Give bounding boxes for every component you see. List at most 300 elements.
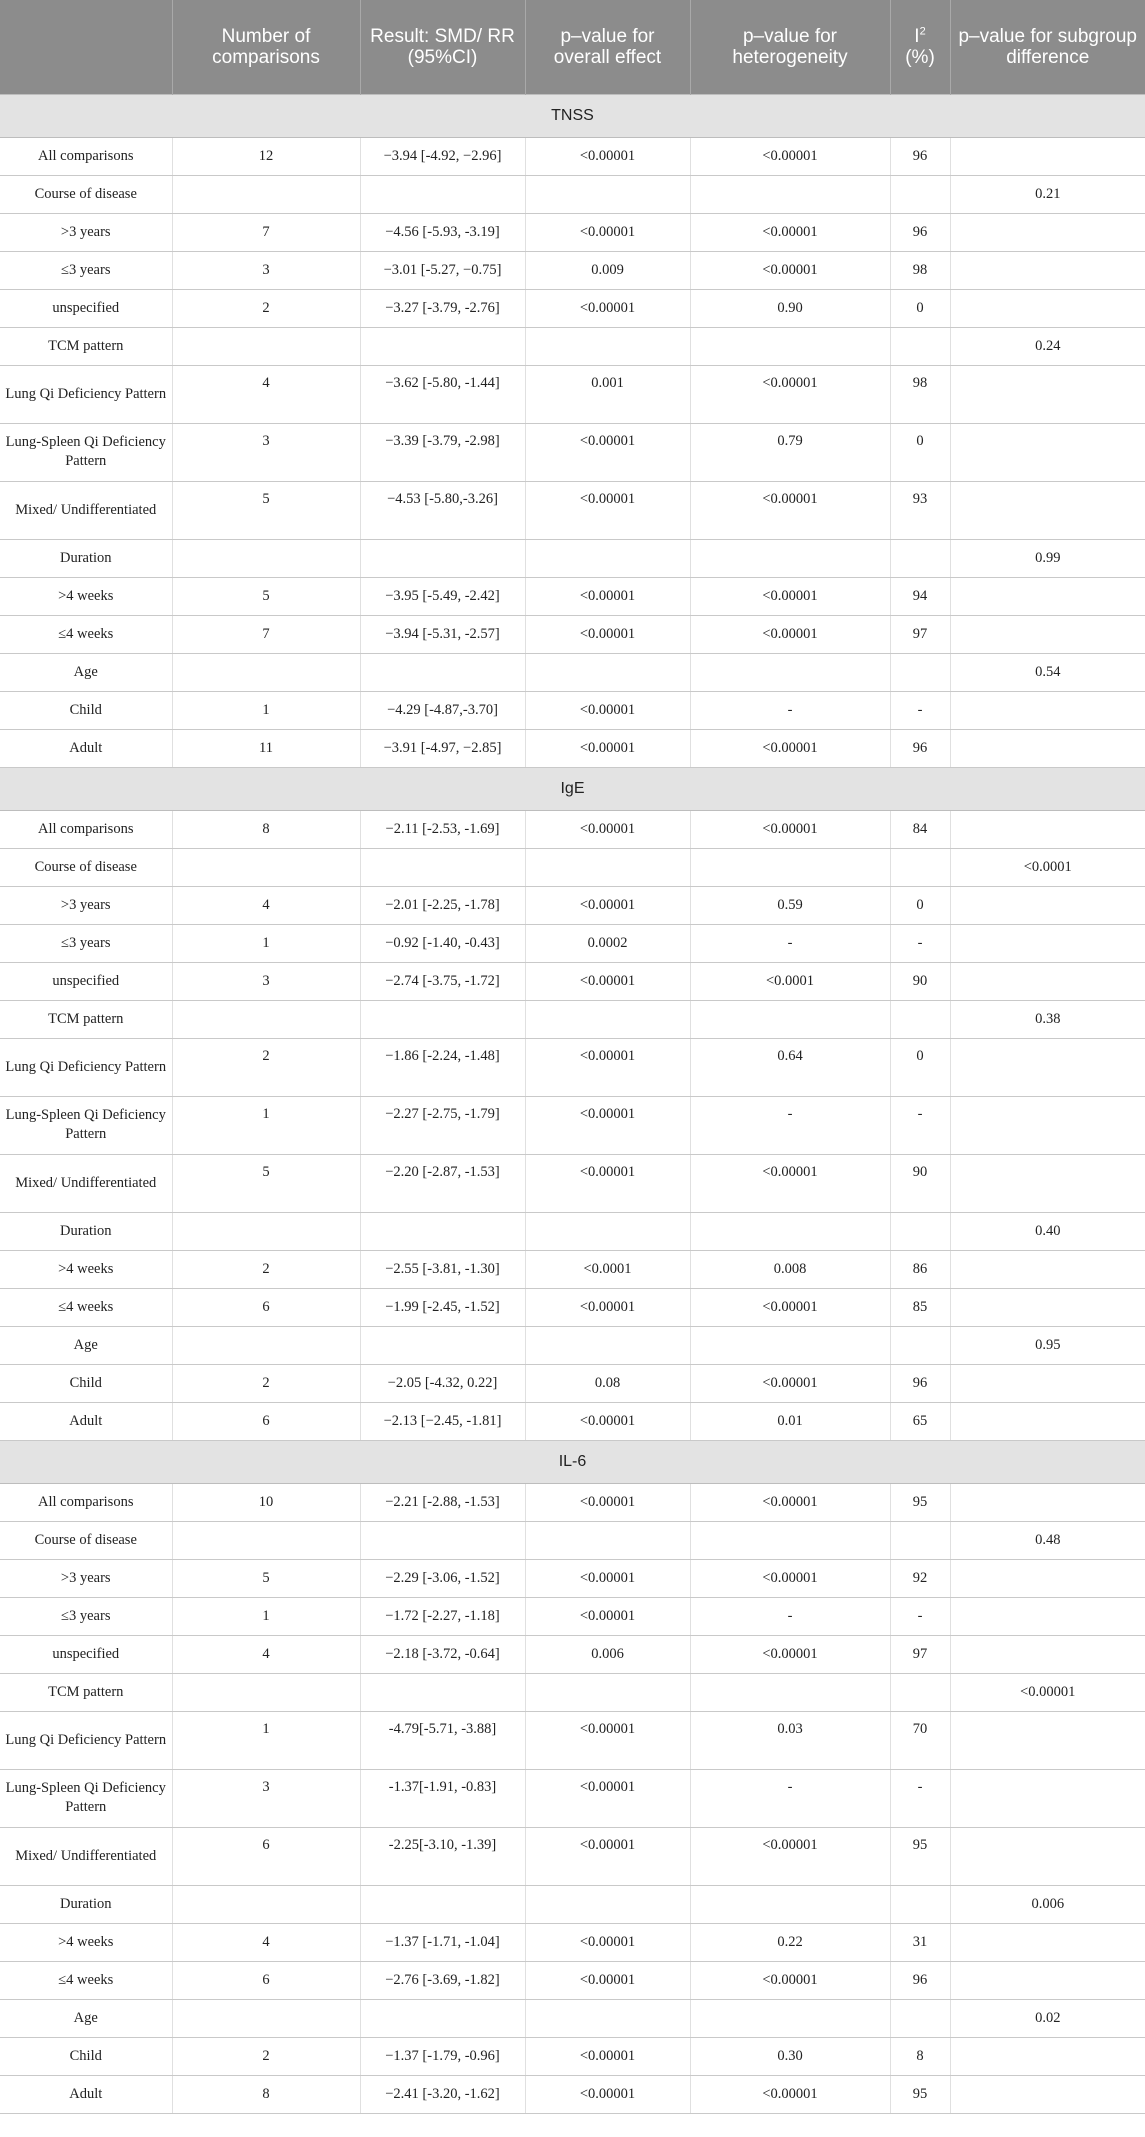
cell-p-heterogeneity: <0.00001 <box>690 251 890 289</box>
cell-subgroup: Age <box>0 653 172 691</box>
cell-i-squared: 65 <box>890 1402 950 1440</box>
cell-comparisons: 4 <box>172 1635 360 1673</box>
cell-p-subgroup <box>950 251 1145 289</box>
cell-p-heterogeneity: 0.01 <box>690 1402 890 1440</box>
cell-p-subgroup <box>950 213 1145 251</box>
table-row <box>0 1250 1145 1288</box>
cell-p-subgroup <box>950 1096 1145 1154</box>
cell-p-heterogeneity: <0.00001 <box>690 481 890 539</box>
cell-p-subgroup <box>950 365 1145 423</box>
cell-p-subgroup <box>950 1288 1145 1326</box>
cell-p-overall: <0.00001 <box>525 2037 690 2075</box>
cell-i-squared: 96 <box>890 137 950 175</box>
cell-p-overall: <0.00001 <box>525 423 690 481</box>
i-squared-symbol: I <box>914 25 920 47</box>
cell-subgroup: Course of disease <box>0 848 172 886</box>
cell-p-heterogeneity <box>690 1885 890 1923</box>
cell-result: −2.55 [-3.81, -1.30] <box>360 1250 525 1288</box>
table-row <box>0 1597 1145 1635</box>
cell-subgroup: Lung Qi Deficiency Pattern <box>0 1038 172 1096</box>
cell-i-squared: - <box>890 691 950 729</box>
cell-p-overall: <0.00001 <box>525 615 690 653</box>
cell-p-heterogeneity: 0.03 <box>690 1711 890 1769</box>
cell-comparisons: 1 <box>172 924 360 962</box>
cell-comparisons <box>172 539 360 577</box>
cell-result: −3.39 [-3.79, -2.98] <box>360 423 525 481</box>
cell-p-heterogeneity: 0.22 <box>690 1923 890 1961</box>
cell-result: −2.20 [-2.87, -1.53] <box>360 1154 525 1212</box>
cell-p-overall <box>525 1212 690 1250</box>
cell-subgroup: Lung-Spleen Qi Deficiency Pattern <box>0 1096 172 1154</box>
cell-subgroup: unspecified <box>0 1635 172 1673</box>
cell-i-squared: 98 <box>890 251 950 289</box>
cell-subgroup: Mixed/ Undifferentiated <box>0 481 172 539</box>
cell-p-subgroup <box>950 1402 1145 1440</box>
cell-p-heterogeneity: - <box>690 1597 890 1635</box>
cell-comparisons <box>172 1521 360 1559</box>
cell-result <box>360 175 525 213</box>
cell-comparisons <box>172 848 360 886</box>
cell-result <box>360 1885 525 1923</box>
cell-p-overall <box>525 848 690 886</box>
cell-p-overall: 0.006 <box>525 1635 690 1673</box>
cell-p-overall: <0.00001 <box>525 213 690 251</box>
cell-result: −2.29 [-3.06, -1.52] <box>360 1559 525 1597</box>
cell-subgroup: ≤3 years <box>0 1597 172 1635</box>
cell-i-squared: 96 <box>890 729 950 767</box>
cell-result: −1.37 [-1.79, -0.96] <box>360 2037 525 2075</box>
cell-p-heterogeneity: <0.00001 <box>690 213 890 251</box>
cell-p-heterogeneity: <0.00001 <box>690 1364 890 1402</box>
cell-p-overall: 0.0002 <box>525 924 690 962</box>
cell-subgroup: TCM pattern <box>0 1673 172 1711</box>
cell-p-overall <box>525 1521 690 1559</box>
table-row <box>0 1483 1145 1521</box>
cell-i-squared <box>890 848 950 886</box>
cell-subgroup: unspecified <box>0 962 172 1000</box>
table-row <box>0 1769 1145 1827</box>
cell-i-squared: 96 <box>890 213 950 251</box>
group-header-row <box>0 94 1145 137</box>
cell-result: -4.79[-5.71, -3.88] <box>360 1711 525 1769</box>
cell-p-overall: <0.00001 <box>525 289 690 327</box>
i-squared-superscript: 2 <box>919 25 926 38</box>
cell-p-overall <box>525 539 690 577</box>
cell-i-squared <box>890 1885 950 1923</box>
cell-subgroup: Lung Qi Deficiency Pattern <box>0 1711 172 1769</box>
cell-p-heterogeneity <box>690 1999 890 2037</box>
cell-p-subgroup <box>950 137 1145 175</box>
cell-subgroup: >4 weeks <box>0 1250 172 1288</box>
table-row <box>0 289 1145 327</box>
cell-comparisons: 7 <box>172 615 360 653</box>
table-row <box>0 1288 1145 1326</box>
cell-comparisons: 8 <box>172 2075 360 2113</box>
cell-comparisons: 1 <box>172 1711 360 1769</box>
table-row <box>0 1635 1145 1673</box>
cell-subgroup: Adult <box>0 729 172 767</box>
table-row <box>0 1000 1145 1038</box>
cell-subgroup: ≤4 weeks <box>0 1288 172 1326</box>
cell-i-squared: 92 <box>890 1559 950 1597</box>
table-row <box>0 1096 1145 1154</box>
table-row <box>0 691 1145 729</box>
cell-i-squared: - <box>890 1597 950 1635</box>
cell-subgroup: All comparisons <box>0 137 172 175</box>
cell-p-heterogeneity: <0.00001 <box>690 729 890 767</box>
cell-i-squared: 93 <box>890 481 950 539</box>
cell-result <box>360 1212 525 1250</box>
cell-p-overall: <0.00001 <box>525 1559 690 1597</box>
cell-p-overall <box>525 175 690 213</box>
cell-subgroup: Child <box>0 2037 172 2075</box>
table-row <box>0 886 1145 924</box>
cell-result: −2.21 [-2.88, -1.53] <box>360 1483 525 1521</box>
cell-p-overall: <0.00001 <box>525 810 690 848</box>
table-row <box>0 1827 1145 1885</box>
cell-comparisons: 2 <box>172 289 360 327</box>
cell-comparisons: 4 <box>172 1923 360 1961</box>
cell-p-heterogeneity: <0.00001 <box>690 365 890 423</box>
group-title: IgE <box>0 767 1145 810</box>
cell-p-heterogeneity: - <box>690 1096 890 1154</box>
cell-i-squared <box>890 1673 950 1711</box>
cell-i-squared: 8 <box>890 2037 950 2075</box>
cell-subgroup: Mixed/ Undifferentiated <box>0 1827 172 1885</box>
cell-p-overall: <0.00001 <box>525 729 690 767</box>
cell-p-subgroup <box>950 1364 1145 1402</box>
cell-i-squared: 97 <box>890 1635 950 1673</box>
cell-subgroup: Lung-Spleen Qi Deficiency Pattern <box>0 423 172 481</box>
cell-subgroup: TCM pattern <box>0 327 172 365</box>
cell-p-overall <box>525 1000 690 1038</box>
cell-subgroup: Adult <box>0 1402 172 1440</box>
table-row <box>0 615 1145 653</box>
header-p-overall-effect: p–value for overall effect <box>525 0 690 94</box>
table-row <box>0 213 1145 251</box>
cell-p-subgroup <box>950 481 1145 539</box>
cell-p-subgroup: 0.99 <box>950 539 1145 577</box>
cell-subgroup: unspecified <box>0 289 172 327</box>
cell-comparisons: 3 <box>172 251 360 289</box>
cell-comparisons: 6 <box>172 1288 360 1326</box>
cell-result: −3.62 [-5.80, -1.44] <box>360 365 525 423</box>
cell-subgroup: ≤3 years <box>0 924 172 962</box>
cell-result: −2.27 [-2.75, -1.79] <box>360 1096 525 1154</box>
cell-p-overall: <0.00001 <box>525 691 690 729</box>
cell-p-overall: 0.001 <box>525 365 690 423</box>
table-row <box>0 1711 1145 1769</box>
table-row <box>0 577 1145 615</box>
cell-p-overall: <0.00001 <box>525 1038 690 1096</box>
cell-comparisons: 2 <box>172 1364 360 1402</box>
cell-p-heterogeneity: <0.00001 <box>690 1827 890 1885</box>
table-row <box>0 481 1145 539</box>
cell-subgroup: Mixed/ Undifferentiated <box>0 1154 172 1212</box>
cell-p-subgroup: 0.38 <box>950 1000 1145 1038</box>
cell-subgroup: Age <box>0 1326 172 1364</box>
cell-p-overall <box>525 1885 690 1923</box>
table-row <box>0 1154 1145 1212</box>
cell-result <box>360 1326 525 1364</box>
cell-p-subgroup <box>950 962 1145 1000</box>
cell-p-heterogeneity <box>690 1212 890 1250</box>
cell-comparisons: 3 <box>172 1769 360 1827</box>
table-row <box>0 653 1145 691</box>
table-row <box>0 924 1145 962</box>
cell-p-overall <box>525 1326 690 1364</box>
cell-result: −2.18 [-3.72, -0.64] <box>360 1635 525 1673</box>
cell-i-squared: 97 <box>890 615 950 653</box>
cell-p-subgroup <box>950 1635 1145 1673</box>
cell-i-squared <box>890 1000 950 1038</box>
cell-result: −3.27 [-3.79, -2.76] <box>360 289 525 327</box>
cell-comparisons: 4 <box>172 365 360 423</box>
cell-result: −4.53 [-5.80,-3.26] <box>360 481 525 539</box>
cell-result <box>360 539 525 577</box>
cell-subgroup: ≤4 weeks <box>0 1961 172 1999</box>
cell-comparisons <box>172 1326 360 1364</box>
cell-p-subgroup: 0.24 <box>950 327 1145 365</box>
cell-p-heterogeneity <box>690 175 890 213</box>
cell-p-heterogeneity: <0.0001 <box>690 962 890 1000</box>
table-row <box>0 729 1145 767</box>
cell-comparisons: 5 <box>172 577 360 615</box>
table-row <box>0 1885 1145 1923</box>
table-row <box>0 848 1145 886</box>
cell-i-squared: 84 <box>890 810 950 848</box>
cell-comparisons: 6 <box>172 1402 360 1440</box>
table-row <box>0 539 1145 577</box>
cell-i-squared <box>890 175 950 213</box>
cell-subgroup: >4 weeks <box>0 577 172 615</box>
cell-comparisons: 5 <box>172 481 360 539</box>
cell-subgroup: Age <box>0 1999 172 2037</box>
cell-comparisons: 3 <box>172 423 360 481</box>
cell-result: −4.29 [-4.87,-3.70] <box>360 691 525 729</box>
table-row <box>0 1038 1145 1096</box>
cell-i-squared <box>890 1212 950 1250</box>
group-title: IL-6 <box>0 1440 1145 1483</box>
cell-result <box>360 327 525 365</box>
table-row <box>0 962 1145 1000</box>
cell-subgroup: Course of disease <box>0 175 172 213</box>
cell-p-heterogeneity: - <box>690 924 890 962</box>
header-row <box>0 0 1145 94</box>
cell-i-squared: 85 <box>890 1288 950 1326</box>
cell-p-overall: <0.00001 <box>525 1154 690 1212</box>
cell-p-heterogeneity <box>690 848 890 886</box>
cell-i-squared: 96 <box>890 1961 950 1999</box>
table-row <box>0 1402 1145 1440</box>
table-row <box>0 175 1145 213</box>
cell-p-overall: <0.00001 <box>525 1961 690 1999</box>
cell-p-overall: <0.0001 <box>525 1250 690 1288</box>
cell-p-subgroup <box>950 1154 1145 1212</box>
cell-i-squared: 90 <box>890 962 950 1000</box>
cell-result <box>360 1673 525 1711</box>
cell-i-squared: 31 <box>890 1923 950 1961</box>
cell-i-squared <box>890 1326 950 1364</box>
cell-i-squared: - <box>890 1769 950 1827</box>
cell-result <box>360 848 525 886</box>
cell-p-subgroup: <0.00001 <box>950 1673 1145 1711</box>
table-row <box>0 423 1145 481</box>
cell-result: −3.91 [-4.97, −2.85] <box>360 729 525 767</box>
cell-p-subgroup <box>950 1827 1145 1885</box>
cell-comparisons: 11 <box>172 729 360 767</box>
cell-p-heterogeneity <box>690 653 890 691</box>
cell-p-overall: <0.00001 <box>525 1402 690 1440</box>
cell-p-subgroup <box>950 924 1145 962</box>
cell-comparisons: 5 <box>172 1559 360 1597</box>
cell-result: −4.56 [-5.93, -3.19] <box>360 213 525 251</box>
table-row <box>0 1364 1145 1402</box>
cell-i-squared <box>890 539 950 577</box>
cell-p-subgroup <box>950 1559 1145 1597</box>
cell-p-subgroup: 0.006 <box>950 1885 1145 1923</box>
cell-i-squared <box>890 1521 950 1559</box>
cell-result <box>360 1521 525 1559</box>
cell-result: −2.74 [-3.75, -1.72] <box>360 962 525 1000</box>
table-row <box>0 251 1145 289</box>
cell-result <box>360 653 525 691</box>
cell-p-heterogeneity <box>690 1673 890 1711</box>
cell-p-heterogeneity <box>690 327 890 365</box>
cell-result: −3.01 [-5.27, −0.75] <box>360 251 525 289</box>
cell-i-squared: - <box>890 924 950 962</box>
cell-p-heterogeneity: 0.008 <box>690 1250 890 1288</box>
table-row <box>0 1559 1145 1597</box>
cell-p-subgroup <box>950 1250 1145 1288</box>
cell-subgroup: Adult <box>0 2075 172 2113</box>
cell-result: −2.76 [-3.69, -1.82] <box>360 1961 525 1999</box>
group-header-row <box>0 767 1145 810</box>
cell-comparisons <box>172 1999 360 2037</box>
cell-p-subgroup <box>950 691 1145 729</box>
cell-p-heterogeneity <box>690 1000 890 1038</box>
cell-subgroup: All comparisons <box>0 810 172 848</box>
cell-p-overall: <0.00001 <box>525 1288 690 1326</box>
cell-subgroup: ≤3 years <box>0 251 172 289</box>
cell-p-subgroup <box>950 423 1145 481</box>
header-p-heterogeneity: p–value for heterogeneity <box>690 0 890 94</box>
table-row <box>0 327 1145 365</box>
cell-result: -2.25[-3.10, -1.39] <box>360 1827 525 1885</box>
cell-p-subgroup <box>950 2075 1145 2113</box>
table-row <box>0 810 1145 848</box>
cell-p-overall: <0.00001 <box>525 2075 690 2113</box>
cell-result: −2.05 [-4.32, 0.22] <box>360 1364 525 1402</box>
table-header <box>0 0 1145 94</box>
cell-p-subgroup <box>950 1038 1145 1096</box>
cell-subgroup: Child <box>0 691 172 729</box>
cell-subgroup: >3 years <box>0 1559 172 1597</box>
cell-comparisons: 3 <box>172 962 360 1000</box>
cell-p-subgroup <box>950 1961 1145 1999</box>
cell-p-heterogeneity: <0.00001 <box>690 615 890 653</box>
table-row <box>0 365 1145 423</box>
cell-comparisons <box>172 1673 360 1711</box>
cell-comparisons: 8 <box>172 810 360 848</box>
cell-p-heterogeneity: <0.00001 <box>690 810 890 848</box>
cell-comparisons <box>172 1000 360 1038</box>
cell-p-subgroup <box>950 615 1145 653</box>
cell-p-heterogeneity <box>690 539 890 577</box>
cell-p-heterogeneity: <0.00001 <box>690 1288 890 1326</box>
cell-i-squared: 70 <box>890 1711 950 1769</box>
header-subgroup <box>0 0 172 94</box>
cell-p-overall: <0.00001 <box>525 1096 690 1154</box>
cell-p-heterogeneity: 0.79 <box>690 423 890 481</box>
cell-result: −1.86 [-2.24, -1.48] <box>360 1038 525 1096</box>
cell-p-subgroup <box>950 577 1145 615</box>
cell-p-overall: <0.00001 <box>525 1769 690 1827</box>
cell-p-subgroup: 0.54 <box>950 653 1145 691</box>
cell-result: −1.37 [-1.71, -1.04] <box>360 1923 525 1961</box>
cell-result: −1.99 [-2.45, -1.52] <box>360 1288 525 1326</box>
table-row <box>0 1999 1145 2037</box>
cell-subgroup: Course of disease <box>0 1521 172 1559</box>
cell-p-subgroup <box>950 729 1145 767</box>
cell-subgroup: >3 years <box>0 213 172 251</box>
cell-p-subgroup <box>950 1769 1145 1827</box>
cell-i-squared: - <box>890 1096 950 1154</box>
cell-p-heterogeneity: <0.00001 <box>690 1559 890 1597</box>
cell-p-overall: <0.00001 <box>525 886 690 924</box>
cell-p-overall: <0.00001 <box>525 1483 690 1521</box>
table-body <box>0 94 1145 2113</box>
cell-comparisons <box>172 175 360 213</box>
cell-subgroup: >3 years <box>0 886 172 924</box>
cell-subgroup: All comparisons <box>0 1483 172 1521</box>
cell-i-squared: 0 <box>890 423 950 481</box>
cell-comparisons <box>172 1885 360 1923</box>
cell-subgroup: TCM pattern <box>0 1000 172 1038</box>
cell-p-subgroup: 0.40 <box>950 1212 1145 1250</box>
table-row <box>0 1673 1145 1711</box>
cell-p-overall <box>525 327 690 365</box>
cell-p-subgroup <box>950 2037 1145 2075</box>
cell-comparisons: 1 <box>172 1597 360 1635</box>
cell-result <box>360 1999 525 2037</box>
header-i-squared <box>890 0 950 94</box>
cell-p-overall: 0.009 <box>525 251 690 289</box>
cell-result <box>360 1000 525 1038</box>
cell-p-subgroup <box>950 1597 1145 1635</box>
table-row <box>0 1961 1145 1999</box>
cell-comparisons: 2 <box>172 2037 360 2075</box>
cell-result: −2.13 [−2.45, -1.81] <box>360 1402 525 1440</box>
cell-p-subgroup <box>950 1711 1145 1769</box>
cell-i-squared: 0 <box>890 289 950 327</box>
cell-i-squared: 90 <box>890 1154 950 1212</box>
cell-result: -1.37[-1.91, -0.83] <box>360 1769 525 1827</box>
cell-result: −1.72 [-2.27, -1.18] <box>360 1597 525 1635</box>
cell-p-subgroup <box>950 289 1145 327</box>
cell-comparisons: 1 <box>172 1096 360 1154</box>
cell-comparisons <box>172 327 360 365</box>
cell-comparisons <box>172 1212 360 1250</box>
cell-p-heterogeneity: - <box>690 1769 890 1827</box>
cell-result: −2.41 [-3.20, -1.62] <box>360 2075 525 2113</box>
i-squared-unit: (%) <box>905 46 935 68</box>
cell-i-squared <box>890 327 950 365</box>
cell-p-heterogeneity: <0.00001 <box>690 2075 890 2113</box>
cell-subgroup: Child <box>0 1364 172 1402</box>
cell-subgroup: ≤4 weeks <box>0 615 172 653</box>
cell-p-overall: <0.00001 <box>525 962 690 1000</box>
